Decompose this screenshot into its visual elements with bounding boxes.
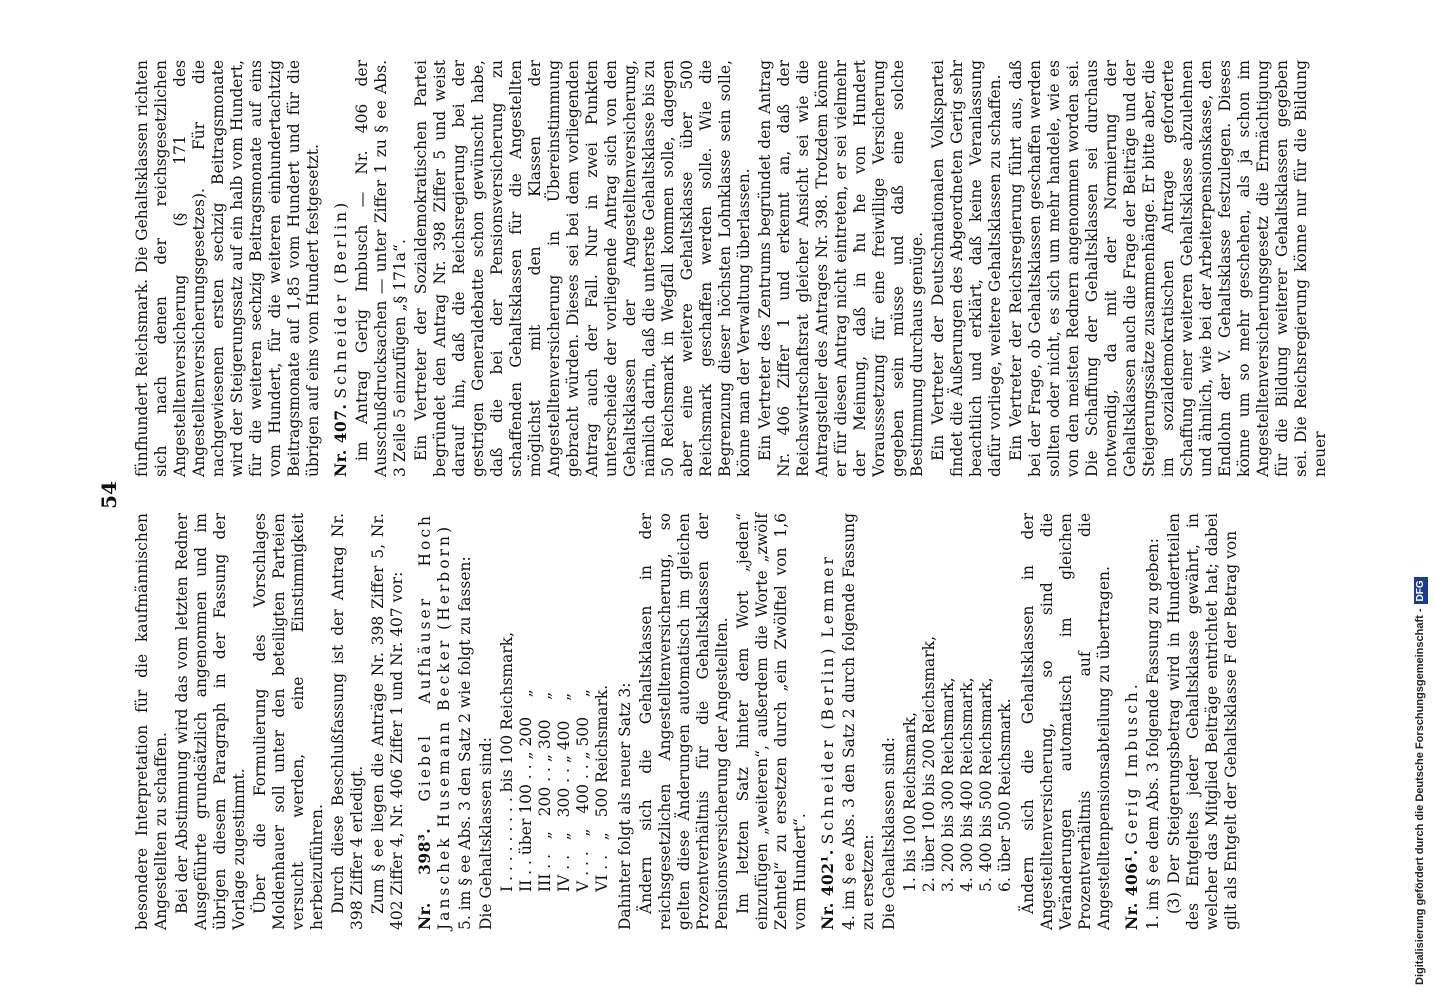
classes-intro: Die Gehaltsklassen sind: [477, 736, 495, 930]
motion-number: Nr. 402¹. [818, 849, 837, 930]
list-item: V . . . „ 400 . . „ 500 „ [574, 689, 592, 892]
paragraph: Durch diese Beschlußfassung ist der Antrag Nr. 398 Ziffer 4 erledigt. [329, 513, 366, 930]
list-item: 6. über 500 Reichsmark. [996, 698, 1014, 892]
motion-sponsors: Schneider (Berlin) Lemmer [819, 554, 837, 845]
motion-sponsors: Schneider (Berlin) [332, 199, 350, 399]
dfg-logo: DFG [1414, 577, 1428, 604]
paragraph: im Antrag Gerig Imbusch — Nr. 406 der Ausschußdrucksachen — unter Ziffer 1 zu § ee Abs. 3 Zeile 5 einzufügen „§ 171a“. [353, 60, 409, 477]
left-column [133, 513, 1332, 930]
paragraph: Dahinter folgt als neuer Satz 3: [616, 682, 634, 930]
document-body [60, 0, 1400, 990]
classes-intro: Die Gehaltsklassen sind: [880, 736, 898, 930]
credit-text [1410, 25, 1430, 985]
motion-number: Nr. 406¹. [1122, 849, 1141, 930]
paragraph: Ändern sich die Gehaltsklassen in der Angestelltenversicherung, so sind die Veränderungen automatisch im gleichen Prozentverhältnis auf die Angestelltenpensionsabteilung zu übertragen. [1019, 513, 1113, 930]
list-item: 4. 300 bis 400 Reichsmark, [958, 677, 976, 892]
paragraph: besondere Interpretation für die kaufmännischen Angestellten zu schaffen. [133, 513, 170, 930]
list-item: I . . . . . . . . . bis 100 Reichsmark, [498, 631, 516, 892]
motion-number: Nr. 398³. [415, 827, 434, 930]
credit-line: Digitalisierung gefördert durch die Deutsche Forschungsgemeinschaft - [1414, 608, 1426, 985]
list-item: 2. über 100 bis 200 Reichsmark, [920, 636, 938, 892]
list-item: 5. 400 bis 500 Reichsmark, [977, 677, 995, 892]
paragraph: Ein Vertreter der Sozialdemokratischen Partei begründet den Antrag Nr. 398 Ziffer 5 und weist darauf hin, daß die Reichsregierung bei der gestrigen Generaldebatte schon gewünscht habe, daß die bei der Pensionsversicherung zu schaffenden Gehaltsklassen für die Angestellten möglichst mit den Klassen der Angestelltenversicherung in Übereinstimmung gebracht würden. Dieses sei bei dem vorliegenden Antrag auch der Fall. Nur in zwei Punkten unterscheide der vorliegende Antrag sich von den Gehaltsklassen der Angestelltenversicherung, nämlich darin, daß die unterste Gehaltsklasse bis zu 50 Reichsmark in Wegfall kommen solle, dagegen aber eine weitere Gehaltsklasse über 500 Reichsmark geschaffen werden solle. Wie die Begrenzung dieser höchsten Lohnklasse sein solle, könne man der Verwaltung überlassen. [412, 60, 753, 477]
motion-item: 1. im § ee dem Abs. 3 folgende Fassung zu geben: [1144, 538, 1162, 930]
paragraph: fünfhundert Reichsmark. Die Gehaltsklassen richten sich nach denen der reichsgesetzlichen Angestelltenversicherung (§ 171 des Angestelltenversicherungsgesetzes). Für die nachgewiesenen ersten sechzig Beitragsmonate wird der Steigerungssatz auf ein halb vom Hundert, für die weiteren sechzig Beitragsmonate auf eins vom Hundert, für die weiteren einhundertachtzig Beitragsmonate auf 1,85 vom Hundert und für die übrigen auf eins vom Hundert festgesetzt. [133, 60, 322, 477]
motion-heading [1122, 513, 1142, 930]
list-item: VI . . „ 500 Reichsmark. [593, 684, 611, 892]
motion-item: 4. im § ee Abs. 3 den Satz 2 durch folgende Fassung zu ersetzen: [840, 513, 877, 930]
right-column [133, 60, 1332, 477]
motion-number: Nr. 407. [331, 403, 350, 477]
motion-sponsors: Gerig Imbusch. [1123, 681, 1141, 845]
list-item: IV . . „ 300 . . „ 400 „ [555, 692, 573, 892]
motion-sponsors: Giebel Aufhäuser Hoch Janschek Husemann Becker (Herborn) [416, 513, 453, 930]
paragraph: Ein Vertreter der Reichsregierung führt aus, daß bei der Frage, ob Gehaltsklassen geschaffen werden sollten oder nicht, es sich um mehr handele, wie es von den meisten Rednern angenommen worden sei. Die Schaffung der Gehaltsklassen sei durchaus notwendig, da mit der Normierung der Gehaltsklassen auch die Frage der Beiträge und der Steigerungssätze zusammenhänge. Er bitte aber, die im sozialdemokratischen Antrage geforderte Schaffung einer weiteren Gehaltsklasse abzulehnen und ähnlich, wie bei der Arbeiterpensionskasse, den Endlohn der V. Gehaltsklasse festzulegen. Dieses könne um so mehr geschehen, als ja schon im Angestelltenversicherungsgesetz die Ermächtigung für die Bildung weiterer Gehaltsklassen gegeben sei. Die Reichsregierung könne nur für die Bildung neuer [1007, 60, 1329, 477]
page-number: 54 [97, 481, 121, 509]
motion-heading [331, 60, 351, 477]
salary-class-list [498, 513, 612, 892]
paragraph: Ein Vertreter des Zentrums begründet den Antrag Nr. 406 Ziffer 1 und erkennt an, daß der Reichswirtschaftsrat gleicher Ansicht sei wie die Antragsteller des Antrages Nr. 398. Trotzdem könne er für diesen Antrag nicht eintreten, er sei vielmehr der Meinung, daß in ħu ħe von Hundert Vorausssetzung für eine freiwillige Versicherung gegeben sein müsse und daß eine solche Bestimmung durchaus genüge. [756, 60, 926, 477]
motion-heading [415, 513, 454, 930]
list-item: 1. bis 100 Reichsmark, [901, 711, 919, 892]
salary-class-list [901, 513, 1015, 892]
paragraph: (3) Der Steigerungsbetrag wird in Hundertteilen des Entgeltes jeder Gehaltsklasse gewährt, in welcher das Mitglied Beiträge entrichtet hat; dabei gilt als Entgelt der Gehaltsklasse F der Betrag von [1165, 513, 1240, 930]
paragraph: Ändern sich die Gehaltsklassen in der reichsgesetzlichen Angestelltenversicherung, so gelten diese Änderungen automatisch im gleichen Prozentverhältnis für die Gehaltsklassen der Pensionsversicherung der Angestellten. [637, 513, 731, 930]
motion-item: 5. im § ee Abs. 3 den Satz 2 wie folgt zu fassen: [456, 556, 474, 930]
list-item: II . . über 100 . . „ 200 „ [517, 689, 535, 892]
paragraph: Ein Vertreter der Deutschnationalen Volkspartei findet die Äußerungen des Abgeordneten Gerig sehr beachtlich und erklärt, daß keine Veranlassung dafür vorliege, weitere Gehaltsklassen zu schaffen. [929, 60, 1004, 477]
paragraph: Zum § ee liegen die Anträge Nr. 398 Ziffer 5, Nr. 402 Ziffer 4, Nr. 406 Ziffer 1 und Nr. 407 vor: [369, 513, 406, 930]
digitization-credit [1408, 10, 1430, 990]
list-item: III . . „ 200 . . „ 300 „ [536, 691, 554, 892]
columns [133, 60, 1332, 930]
paragraph: Im letzten Satz hinter dem Wort „jeden“ einzufügen „weiteren“, außerdem die Worte „zwölf Zehntel“ zu ersetzen durch „ein Zwölftel von 1,6 vom Hundert“. [734, 513, 809, 930]
paragraph: Über die Formulierung des Vorschlages Moldenhauer soll unter den beteiligten Parteien versucht werden, eine Einstimmigkeit herbeizuführen. [251, 513, 326, 930]
list-item: 3. 200 bis 300 Reichsmark, [939, 677, 957, 892]
rotated-document [60, 0, 1400, 990]
motion-heading [818, 513, 838, 930]
paragraph: Bei der Abstimmung wird das vom letzten Redner Ausgeführte grundsätzlich angenommen und im übrigen diesem Paragraph in der Fassung der Vorlage zugestimmt. [173, 513, 248, 930]
